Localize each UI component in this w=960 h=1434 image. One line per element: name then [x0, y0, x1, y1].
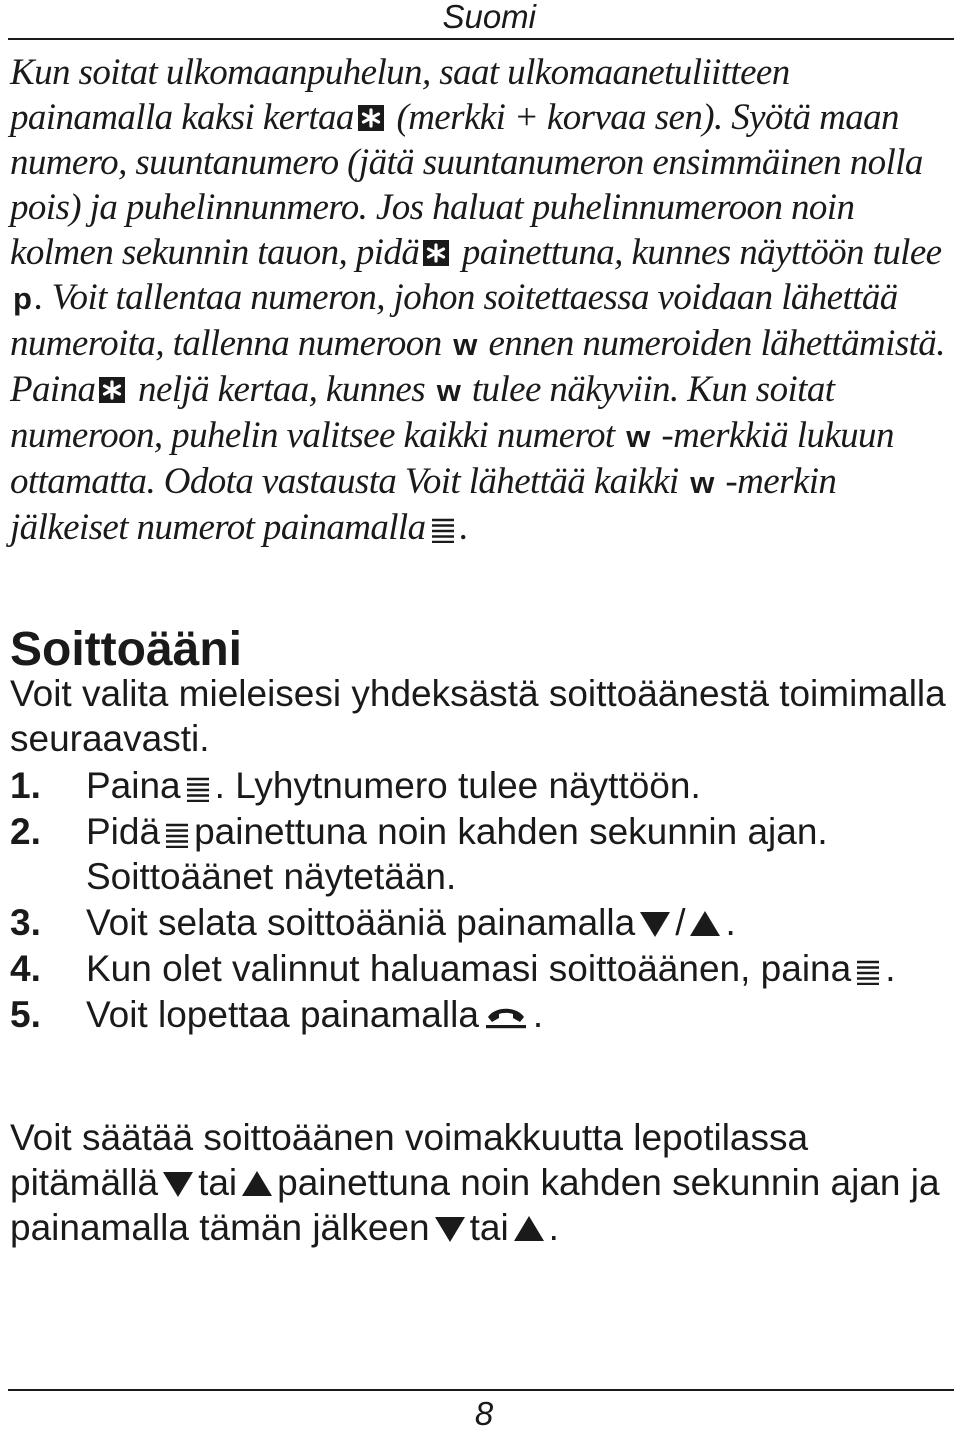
dialing-instructions [10, 50, 954, 550]
pause-letter: p [13, 281, 32, 316]
wait-letter: w [690, 465, 714, 500]
step-number: 1. [10, 765, 41, 806]
footer-rule [8, 1389, 954, 1391]
star-key-icon [358, 105, 384, 131]
section-intro: Voit valita mieleisesi yhdeksästä soittoäänestä toimimalla seuraavasti. [10, 673, 946, 759]
end-call-icon [485, 1003, 527, 1029]
ringtone-steps [10, 763, 950, 1038]
menu-key-icon [855, 959, 881, 985]
header-title: Suomi [442, 0, 536, 35]
step-item: 2. Pidä painettuna noin kahden sekunnin ajan. Soittoäänet näytetään. [10, 811, 828, 897]
down-arrow-icon [639, 910, 671, 938]
page-number: 8 [474, 1395, 494, 1432]
step-item: 5. Voit lopettaa painamalla . [10, 994, 544, 1035]
step-number: 5. [10, 994, 41, 1035]
menu-key-icon [164, 822, 190, 848]
up-arrow-icon [241, 1170, 273, 1198]
step-item: 3. Voit selata soittoääniä painamalla / . [10, 902, 736, 943]
star-key-icon [99, 377, 125, 403]
wait-letter: w [453, 327, 477, 362]
down-arrow-icon [434, 1215, 466, 1243]
dialing-paragraph: Kun soitat ulkomaanpuhelun, saat ulkomaanetuliitteen painamalla kaksi kertaa (merkki + korvaa sen). Syötä maan numero, suuntanumero (jätä suuntanumeron ensimmäinen nolla pois) ja puhelinnunmero. Jos haluat puhelinnumeroon noin kolmen sekunnin tauon, pidä painettuna, kunnes näyttöön tulee p. Voit tallentaa numeron, johon soitettaessa voidaan lähettää numeroita, tallenna numeroon w ennen numeroiden lähettämistä. Paina neljä kertaa, kunnes w tulee näkyviin. Kun soitat numeroon, puhelin valitsee kaikki numerot w -merkkiä lukuun ottamatta. Odota vastausta Voit lähettää kaikki w -merkin jälkeiset numerot painamalla . [10, 52, 945, 548]
menu-key-icon [185, 776, 211, 802]
menu-key-icon [430, 517, 456, 543]
step-item: 4. Kun olet valinnut haluamasi soittoäänen, paina . [10, 948, 896, 989]
up-arrow-icon [689, 910, 721, 938]
step-number: 3. [10, 902, 41, 943]
section-title: Soittoääni [10, 623, 243, 676]
down-arrow-icon [162, 1170, 194, 1198]
volume-paragraph: Voit säätää soittoäänen voimakkuutta lepotilassa pitämällä tai painettuna noin kahden sekunnin ajan ja painamalla tämän jälkeen tai . [10, 1117, 940, 1248]
wait-letter: w [436, 373, 461, 408]
header-rule [8, 38, 954, 40]
step-number: 2. [10, 811, 41, 852]
star-key-icon [423, 240, 449, 266]
step-item: 1. Paina . Lyhytnumero tulee näyttöön. [10, 765, 701, 806]
wait-letter: w [626, 419, 650, 454]
step-number: 4. [10, 948, 41, 989]
up-arrow-icon [513, 1215, 545, 1243]
